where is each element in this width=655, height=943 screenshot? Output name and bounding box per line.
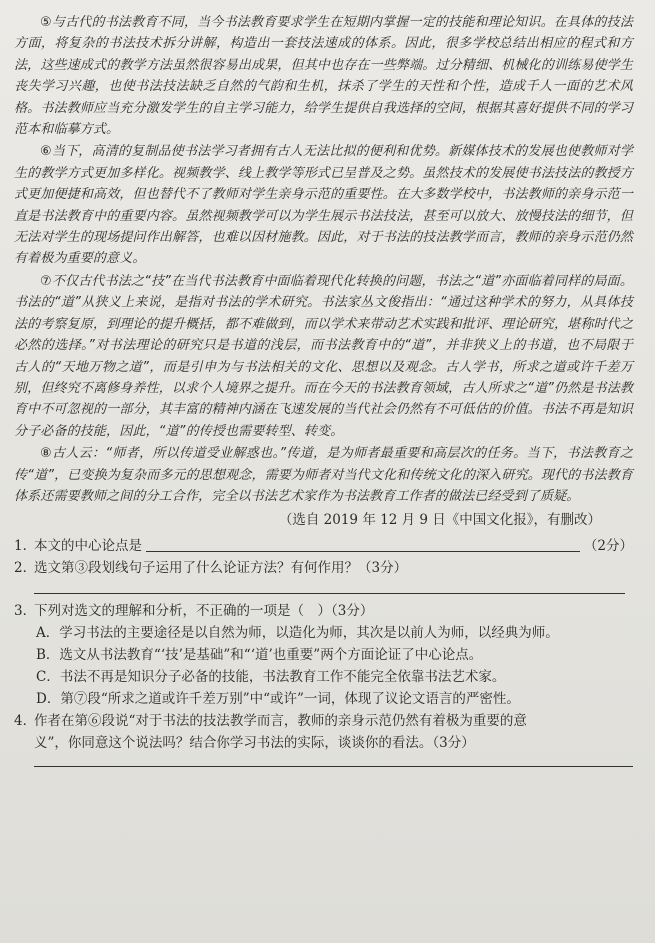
question-3 [14,600,633,622]
question-3-option-c[interactable]: C．书法不再是知识分子必备的技能，书法教育工作不能完全依靠书法艺术家。 [36,669,506,686]
question-1-score: （2分） [583,538,633,555]
question-3-text: 下列对选文的理解和分析，不正确的一项是（ ）（3分） [34,603,374,620]
question-3-option-d[interactable]: D．第⑦段“所求之道或许千差万别”中“或许”一词，体现了议论文语言的严密性。 [36,691,520,708]
question-2 [14,557,633,579]
question-1-answer-blank[interactable] [146,550,580,552]
question-3-option-a[interactable]: A．学习书法的主要途径是以自然为师，以造化为师，其次是以前人为师，以经典为师。 [36,625,559,642]
question-4-text: 作者在第⑥段说“对于书法的技法教学而言，教师的亲身示范仍然有着极为重要的意 [34,713,527,730]
question-2-answer-line[interactable] [34,579,625,594]
question-3-option-b[interactable]: B．选文从书法教育“‘技’是基础”和“‘道’也重要”两个方面论证了中心论点。 [36,647,483,664]
question-2-number: 2． [14,560,37,577]
paragraph-7: ⑦不仅古代书法之“技”在当代书法教育中面临着现代化转换的问题，书法之“道”亦面临着同样的局面。书法的“道”从狭义上来说，是指对书法的学术研究。书法家丛文俊指出：“通过这种学术的努力，从具体技法的考察复原，到理论的提升概括，都不难做到，而以学术来带动艺术实践和批评、理论研究，堪称时代之必然的选择。”对书法理论的研究只是书道的浅层，而书法教育中的“道”，并非狭义上的书道，也不局限于古人的“天地万物之道”，而是引申为与书法相关的文化、思想以及观念。古人学书，所求之道或许千差万别，但终究不离修身养性，以求个人境界之提升。而在今天的书法教育领域，古人所求之“道”仍然是书法教育中不可忽视的一部分，其丰富的精神内涵在飞速发展的当代社会仍然有不可低估的价值。书法不再是知识分子必备的技能，因此，“道”的传授也需要转型、转变。 [14,273,633,439]
paragraph-8: ⑧古人云：“师者，所以传道受业解惑也。”传道，是为师者最重要和高层次的任务。当下，书法教育之传“道”，已变换为复杂而多元的思想观念，需要为师者对当代文化和传统文化的深入研究。现代的书法教育体系还需要教师之间的分工合作，完全以书法艺术家作为书法教育工作者的做法已经受到了质疑。 [14,446,633,504]
question-4-number: 4． [14,713,37,730]
question-1 [14,535,633,557]
question-4 [14,710,633,732]
paragraph-6: ⑥当下，高清的复制品使书法学习者拥有古人无法比拟的便利和优势。新媒体技术的发展也使教师对学生的教学方式更加多样化。视频教学、线上教学等形式已呈普及之势。虽然技术的发展使书法技法的教授方式更加便捷和高效，但也替代不了教师对学生亲身示范的重要性。在大多数学校中，书法教师的亲身示范一直是书法教育中的重要内容。虽然视频教学可以为学生展示书法技法，甚至可以放大、放慢技法的细节，但无法对学生的现场提问作出解答，也难以因材施教。因此，对于书法的技法教学而言，教师的亲身示范仍然有着极为重要的意义。 [14,144,633,267]
question-2-text: 选文第③段划线句子运用了什么论证方法？有何作用？（3分） [34,560,408,577]
source-citation: （选自 2019 年 12 月 9 日《中国文化报》，有删改） [278,512,601,529]
question-4-text-continued: 义”，你同意这个说法吗？结合你学习书法的实际，谈谈你的看法。（3分） [34,735,475,752]
question-4-answer-line[interactable] [34,754,633,767]
question-1-text: 本文的中心论点是 [34,538,142,555]
question-3-number: 3． [14,603,37,620]
question-1-number: 1． [14,538,37,555]
paragraph-5: ⑤与古代的书法教育不同，当今书法教育要求学生在短期内掌握一定的技能和理论知识。在具体的技法方面，将复杂的书法技术拆分讲解，构造出一套技法速成的体系。因此，很多学校总结出相应的程式和方法，这些速成式的教学方法虽然很容易出成果，但其中也存在一些弊端。过分精细、机械化的训练易使学生丧失学习兴趣，也使书法技法缺乏自然的气韵和生机，抹杀了学生的天性和个性，造成千人一面的艺术风格。书法教师应当充分激发学生的自主学习能力，给学生提供自我选择的空间，根据其喜好提供不同的学习范本和临摹方式。 [14,15,633,138]
